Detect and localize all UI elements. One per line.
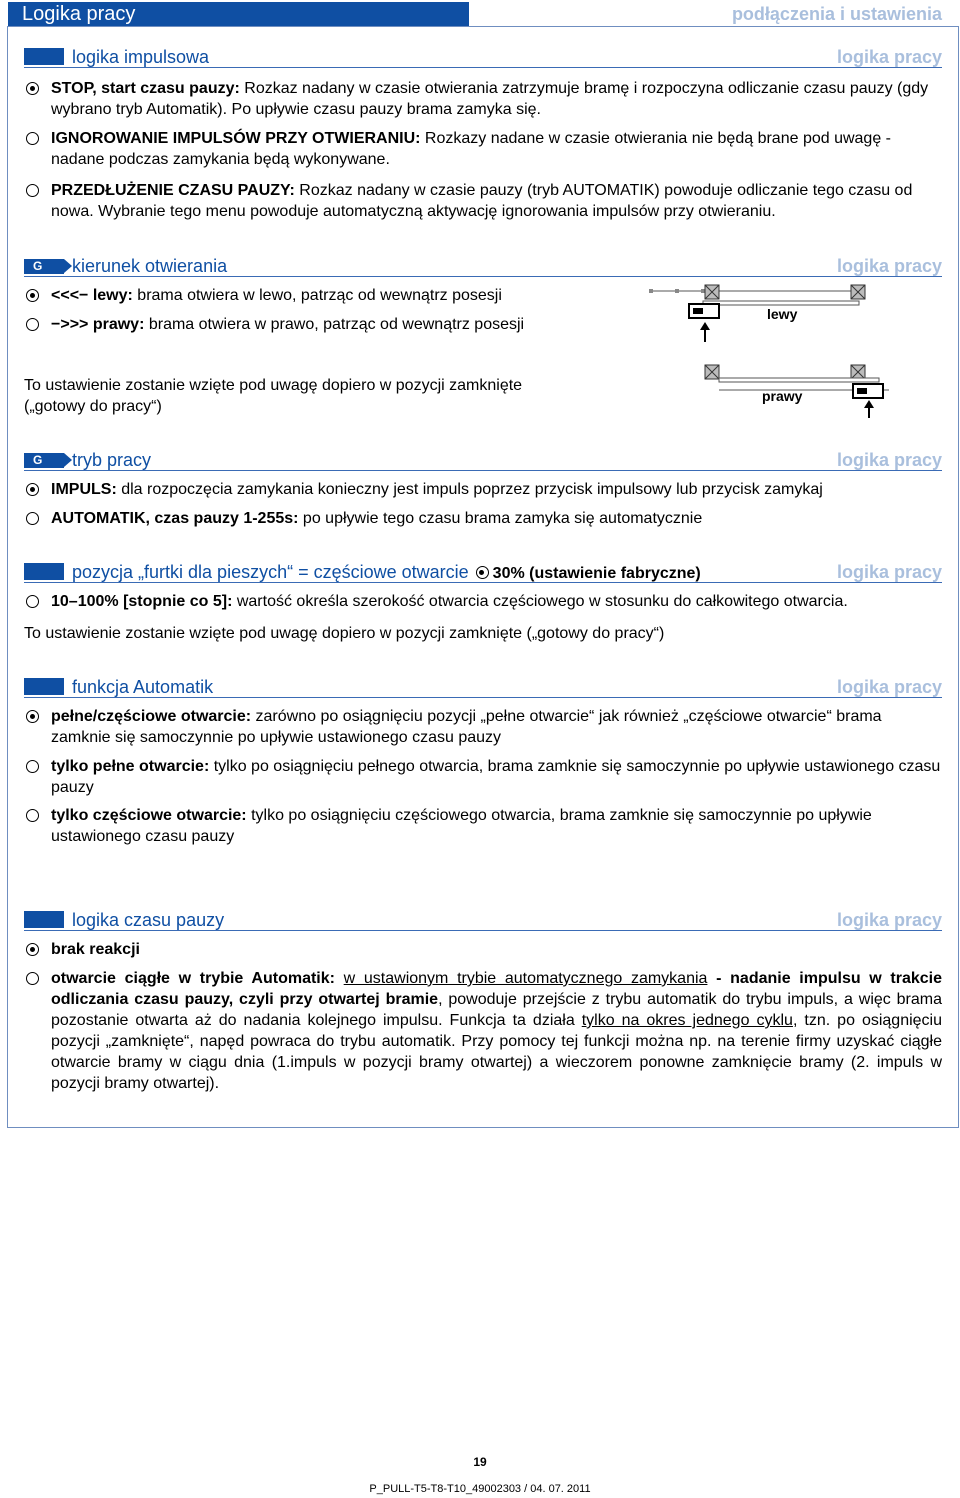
- option-impulse-extend[interactable]: [24, 180, 942, 222]
- section-marker: [24, 48, 64, 65]
- option-label: STOP, start czasu pauzy:: [51, 80, 240, 97]
- arrow-up-icon: [700, 322, 710, 342]
- radio-icon[interactable]: [26, 184, 39, 197]
- arrow-up-icon: [864, 400, 874, 418]
- pedestrian-note: To ustawienie zostanie wzięte pod uwagę dopiero w pozycji zamknięte („gotowy do pracy“): [24, 625, 665, 642]
- option-label: otwarcie ciągłe w trybie Automatik:: [51, 970, 335, 987]
- option-direction-right[interactable]: [24, 314, 624, 335]
- gate-leaf: [719, 378, 879, 382]
- section-title: funkcja Automatik: [72, 677, 214, 697]
- section-category: logika pracy: [836, 677, 942, 697]
- option-impulse-ignore[interactable]: [24, 128, 942, 170]
- option-pedestrian-range[interactable]: [24, 591, 942, 612]
- option-description: , powoduje przejście z trybu automatik do trybu impuls, a więc brama pozostanie otwarta aż do nadania kolejnego impulsu. Funkcja ta działa: [51, 991, 942, 1029]
- option-label: <<<− lewy:: [51, 287, 133, 304]
- option-label: IMPULS:: [51, 481, 117, 498]
- text-space: [335, 970, 344, 987]
- rail-stop-icon: [675, 289, 679, 293]
- section-header-direction: [24, 255, 942, 277]
- radio-icon[interactable]: [26, 972, 39, 985]
- option-description: Rozkaz nadany w czasie otwierania zatrzymuje bramę i rozpoczyna odliczanie czasu pauzy (gdy wybrano tryb Automatik). Po upływie czasu pauzy brama zamyka się.: [51, 80, 929, 118]
- option-pause-continuous[interactable]: [24, 968, 942, 1094]
- option-description: wartość określa szerokość otwarcia częściowego w stosunku do całkowitego otwarcia.: [232, 593, 848, 610]
- default-value: 30% (ustawienie fabryczne): [492, 565, 701, 582]
- radio-icon[interactable]: [26, 132, 39, 145]
- option-direction-left[interactable]: [24, 285, 624, 306]
- section-title-text: pozycja „furtki dla pieszych“ = częściowe otwarcie: [72, 562, 469, 582]
- option-description: brama otwiera w prawo, patrząc od wewnątrz posesji: [144, 316, 525, 333]
- rail-stop-icon: [701, 289, 705, 293]
- radio-icon[interactable]: [26, 595, 39, 608]
- option-label: −>>> prawy:: [51, 316, 145, 333]
- radio-icon[interactable]: [26, 809, 39, 822]
- option-description: tylko po osiągnięciu pełnego otwarcia, brama zamknie się samoczynnie po upływie ustawionego czasu pauzy: [51, 758, 941, 796]
- radio-selected-icon[interactable]: [26, 483, 39, 496]
- gate-diagram-left: [645, 280, 875, 344]
- option-label: pełne/częściowe otwarcie:: [51, 708, 252, 725]
- underlined-text: tylko na okres jednego cyklu: [581, 1012, 793, 1029]
- section-category: logika pracy: [836, 47, 942, 67]
- page-number: 19: [473, 1455, 487, 1469]
- rail-end-icon: [649, 289, 653, 293]
- option-mode-automatik[interactable]: [24, 508, 942, 529]
- option-description: Rozkaz nadany w czasie pauzy (tryb AUTOMATIK) powoduje odliczanie tego czasu od nowa. Wybranie tego menu powoduje automatyczną aktywację ignorowania impulsów przy otwieraniu.: [51, 182, 913, 220]
- section-category: logika pracy: [836, 562, 942, 582]
- section-badge: G: [24, 453, 64, 468]
- diagram-label-right: prawy: [762, 388, 803, 404]
- option-impulse-stop[interactable]: [24, 78, 942, 120]
- section-header-pedestrian: [24, 561, 942, 583]
- page-title: Logika pracy: [8, 2, 469, 26]
- option-description: dla rozpoczęcia zamykania konieczny jest impuls poprzez przycisk impulsowy lub przycisk zamykaj: [116, 481, 823, 498]
- option-description: , tzn. po osiągnięciu pozycji „zamknięte“, napęd powraca do trybu automatik. Przy pomocy tej funkcji można np. na terenie firmy uzyskać ciągłe otwarcie bramy w ciągu dnia (1.impuls w pozycji bramy otwartej) a wieczorem ponowne zamknięcie bramy (2. impuls w pozycji bramy otwartej).: [51, 1012, 943, 1092]
- option-automatik-full[interactable]: [24, 756, 942, 798]
- option-automatik-full-partial[interactable]: [24, 706, 942, 748]
- section-title: logika czasu pauzy: [72, 910, 225, 930]
- text-separator: -: [707, 970, 731, 987]
- section-title: logika impulsowa: [72, 47, 210, 67]
- header-section-label: podłączenia i ustawienia: [731, 4, 942, 24]
- section-title: kierunek otwierania: [72, 256, 228, 276]
- radio-selected-icon[interactable]: [26, 710, 39, 723]
- section-header-pause: [24, 909, 942, 931]
- option-description: brama otwiera w lewo, patrząc od wewnątrz posesji: [132, 287, 502, 304]
- document-id: P_PULL-T5-T8-T10_49002303 / 04. 07. 2011: [369, 1483, 591, 1495]
- option-description: zarówno po osiągnięciu pozycji „pełne otwarcie“ jak również „częściowe otwarcie“ brama zamknie się samoczynnie po upływie ustawionego czasu pauzy: [51, 708, 882, 746]
- option-label: AUTOMATIK, czas pauzy 1-255s:: [51, 510, 299, 527]
- section-title: [72, 561, 701, 585]
- option-label: brak reakcji: [51, 941, 140, 958]
- radio-selected-icon[interactable]: [26, 82, 39, 95]
- option-label: tylko pełne otwarcie:: [51, 758, 210, 775]
- default-radio-icon: [476, 566, 489, 579]
- radio-icon[interactable]: [26, 512, 39, 525]
- option-label: tylko częściowe otwarcie:: [51, 807, 247, 824]
- section-marker: [24, 563, 64, 580]
- option-label: 10–100% [stopnie co 5]:: [51, 593, 233, 610]
- option-description: Rozkazy nadane w czasie otwierania nie będą brane pod uwagę - nadane podczas zamykania będą wykonywane.: [51, 130, 891, 168]
- radio-selected-icon[interactable]: [26, 943, 39, 956]
- radio-icon[interactable]: [26, 760, 39, 773]
- option-label: IGNOROWANIE IMPULSÓW PRZY OTWIERANIU:: [51, 130, 421, 147]
- option-pause-none[interactable]: [24, 939, 942, 960]
- section-marker: [24, 678, 64, 695]
- direction-note: To ustawienie zostanie wzięte pod uwagę dopiero w pozycji zamknięte („gotowy do pracy“): [24, 377, 523, 415]
- gate-leaf: [703, 301, 859, 305]
- section-badge: G: [24, 259, 64, 274]
- option-description: tylko po osiągnięciu częściowego otwarcia, brama zamknie się samoczynnie po upływie ustawionego czasu pauzy: [51, 807, 872, 845]
- section-category: logika pracy: [836, 256, 942, 276]
- option-label: PRZEDŁUŻENIE CZASU PAUZY:: [51, 182, 295, 199]
- section-title: tryb pracy: [72, 450, 152, 470]
- section-header-automatik: [24, 676, 942, 698]
- option-automatik-partial[interactable]: [24, 805, 942, 847]
- section-header-impulse: [24, 46, 942, 68]
- underlined-text: w ustawionym trybie automatycznego zamykania: [343, 970, 708, 987]
- page-header: [8, 2, 960, 26]
- section-category: logika pracy: [836, 910, 942, 930]
- option-mode-impuls[interactable]: [24, 479, 942, 500]
- diagram-label-left: lewy: [767, 306, 798, 322]
- option-description: po upływie tego czasu brama zamyka się automatycznie: [298, 510, 703, 527]
- section-marker: [24, 911, 64, 928]
- bold-text: nadanie impulsu w trakcie odliczania czasu pauzy, czyli przy otwartej bramie: [51, 970, 943, 1008]
- section-category: logika pracy: [836, 450, 942, 470]
- section-header-mode: [24, 449, 942, 471]
- radio-selected-icon[interactable]: [26, 289, 39, 302]
- radio-icon[interactable]: [26, 318, 39, 331]
